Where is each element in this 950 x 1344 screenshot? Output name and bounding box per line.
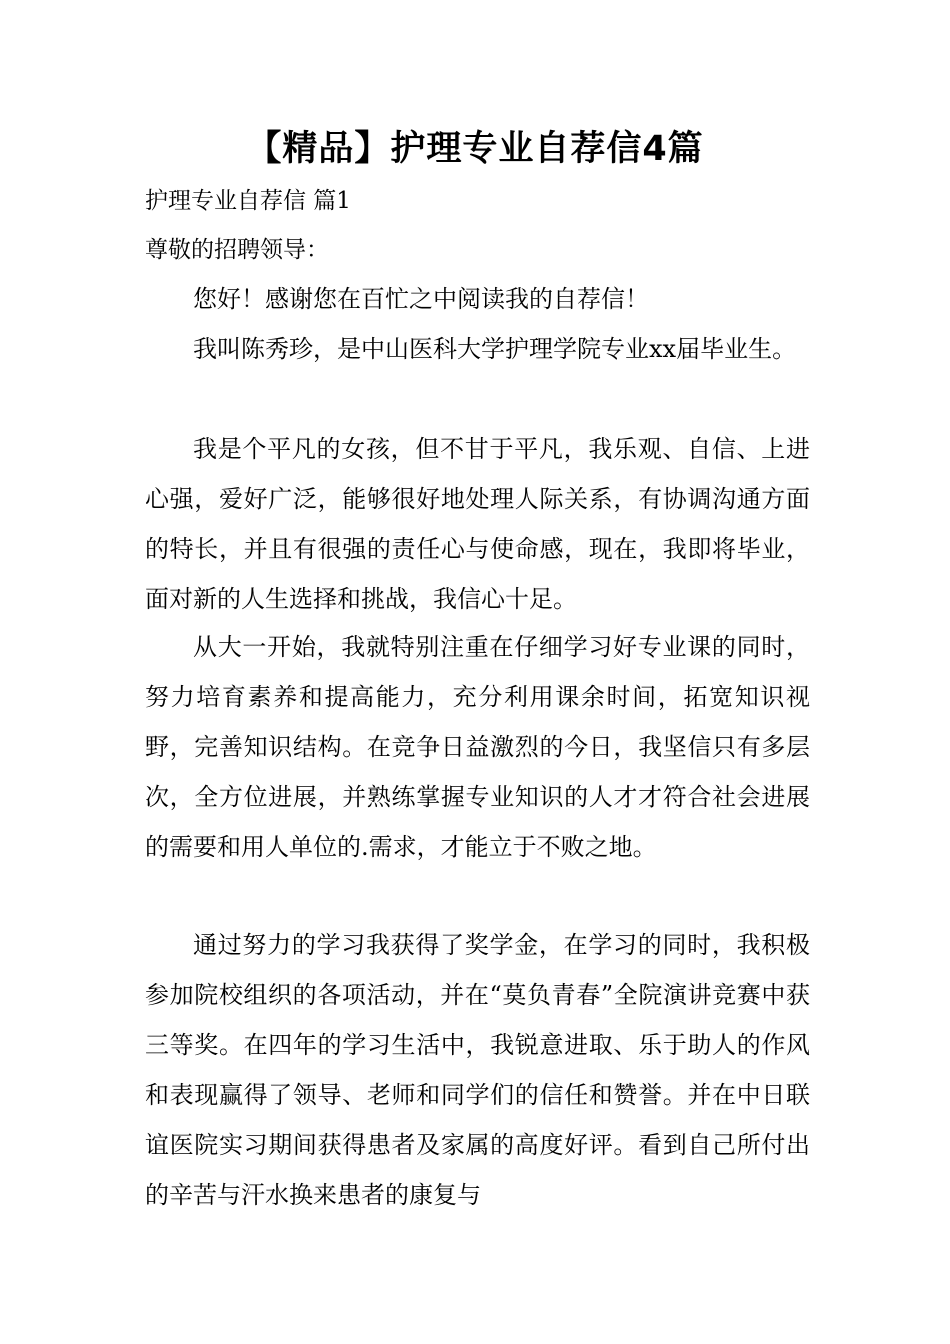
paragraph-personality: 我是个平凡的女孩，但不甘于平凡，我乐观、自信、上进心强，爱好广泛，能够很好地处理人际关系，有协调沟通方面的特长，并且有很强的责任心与使命感，现在，我即将毕业，面对新的人生选择和挑战，我信心十足。	[145, 435, 810, 613]
paragraph-study: 从大一开始，我就特别注重在仔细学习好专业课的同时，努力培育素养和提高能力，充分利用课余时间，拓宽知识视野，完善知识结构。在竞争日益激烈的今日，我坚信只有多层次，全方位进展，并熟练掌握专业知识的人才才符合社会进展的需要和用人单位的.需求，才能立于不败之地。	[145, 633, 810, 861]
section-heading: 护理专业自荐信 篇1	[145, 188, 351, 214]
salutation: 尊敬的招聘领导：	[145, 237, 329, 263]
paragraph-achievements: 通过努力的学习我获得了奖学金，在学习的同时，我积极参加院校组织的各项活动，并在“莫负青春”全院演讲竞赛中获三等奖。在四年的学习生活中，我锐意进取、乐于助人的作风和表现赢得了领导、老师和同学们的信任和赞誉。并在中日联谊医院实习期间获得患者及家属的高度好评。看到自己所付出的辛苦与汗水换来患者的康复与	[145, 931, 810, 1209]
document-title: 【精品】护理专业自荐信4篇	[246, 129, 704, 169]
paragraph-greeting: 您好！感谢您在百忙之中阅读我的自荐信！	[193, 285, 649, 313]
paragraph-introduction: 我叫陈秀珍，是中山医科大学护理学院专业xx届毕业生。	[193, 335, 797, 363]
